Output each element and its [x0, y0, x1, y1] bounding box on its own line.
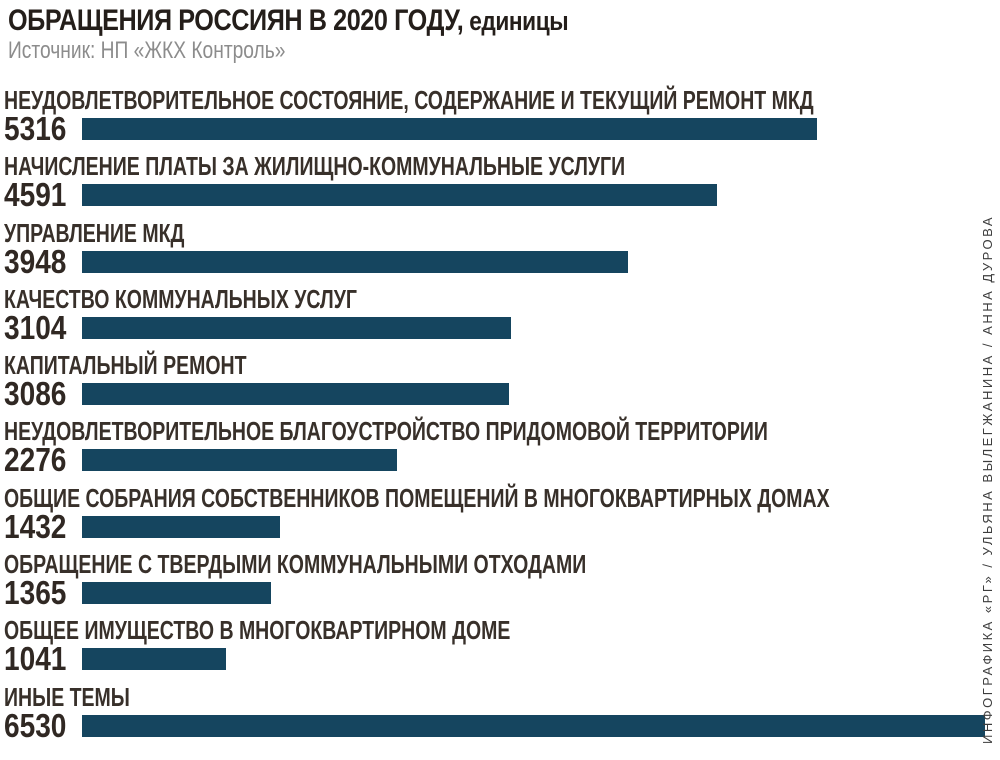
bar	[82, 516, 280, 538]
bar-row	[4, 217, 985, 280]
bar	[82, 449, 397, 471]
bar	[82, 648, 226, 670]
category-label: НАЧИСЛЕНИЕ ПЛАТЫ ЗА ЖИЛИЩНО-КОММУНАЛЬНЫЕ УСЛУГИ	[4, 151, 626, 182]
value-label: 4591	[4, 176, 67, 214]
value-label: 1432	[4, 507, 67, 545]
credit-vertical-text: ИНФОГРАФИКА «РГ» / УЛЬЯНА ВЫЛЕГЖАНИНА / АННА ДУРОВА	[980, 215, 995, 744]
category-label: ОБЩЕЕ ИМУЩЕСТВО В МНОГОКВАРТИРНОМ ДОМЕ	[4, 615, 511, 646]
bar-row	[4, 350, 985, 413]
bar-row	[4, 416, 985, 479]
category-label: ОБРАЩЕНИЕ С ТВЕРДЫМИ КОММУНАЛЬНЫМИ ОТХОДАМИ	[4, 549, 587, 580]
category-label: ИНЫЕ ТЕМЫ	[4, 681, 130, 712]
category-label: УПРАВЛЕНИЕ МКД	[4, 217, 185, 248]
chart-title	[8, 5, 568, 37]
category-label: НЕУДОВЛЕТВОРИТЕЛЬНОЕ СОСТОЯНИЕ, СОДЕРЖАНИЕ И ТЕКУЩИЙ РЕМОНТ МКД	[4, 85, 814, 115]
bar-row	[4, 151, 985, 214]
chart-title-unit: единицы	[469, 6, 569, 36]
category-label: НЕУДОВЛЕТВОРИТЕЛЬНОЕ БЛАГОУСТРОЙСТВО ПРИДОМОВОЙ ТЕРРИТОРИИ	[4, 416, 768, 447]
bar	[82, 582, 271, 604]
chart-source: Источник: НП «ЖКХ Контроль»	[8, 37, 286, 64]
value-label: 3104	[4, 308, 67, 346]
chart-header	[8, 5, 675, 64]
value-label: 5316	[4, 110, 67, 147]
bar-chart	[4, 87, 985, 750]
value-label: 3086	[4, 375, 67, 413]
bar	[82, 383, 509, 405]
chart-title-main: ОБРАЩЕНИЯ РОССИЯН В 2020 ГОДУ,	[8, 4, 464, 37]
value-label: 1041	[4, 640, 67, 678]
category-label: КАПИТАЛЬНЫЙ РЕМОНТ	[4, 350, 247, 381]
value-label: 3948	[4, 242, 67, 280]
value-label: 6530	[4, 706, 67, 744]
value-label: 2276	[4, 441, 67, 479]
bar-row	[4, 681, 985, 744]
bar-row	[4, 283, 985, 346]
bar-row	[4, 549, 985, 612]
bar	[82, 184, 717, 206]
category-label: ОБЩИЕ СОБРАНИЯ СОБСТВЕННИКОВ ПОМЕЩЕНИЙ В МНОГОКВАРТИРНЫХ ДОМАХ	[4, 482, 830, 513]
bar	[82, 251, 628, 273]
bar-row	[4, 85, 985, 147]
bar	[82, 317, 511, 339]
bar-row	[4, 615, 985, 678]
bar	[82, 715, 985, 737]
category-label: КАЧЕСТВО КОММУНАЛЬНЫХ УСЛУГ	[4, 283, 357, 314]
bar-row	[4, 482, 985, 545]
bar	[82, 118, 817, 140]
value-label: 1365	[4, 574, 67, 612]
